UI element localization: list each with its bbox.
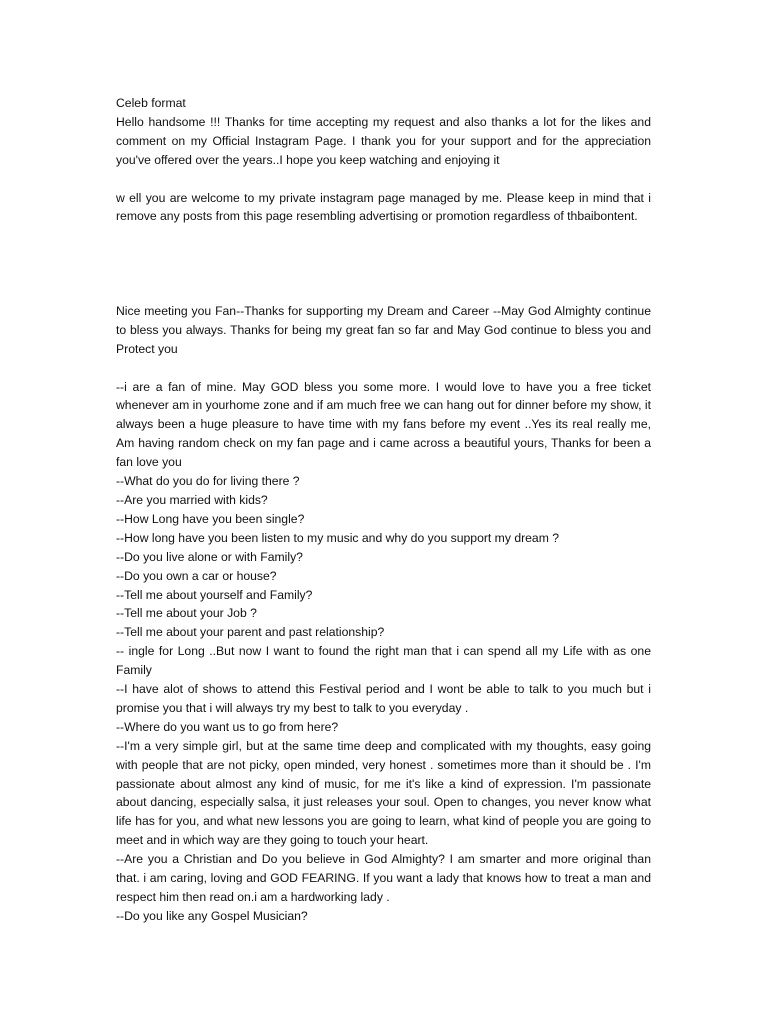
question-line: --How long have you been listen to my music and why do you support my dream ? <box>116 530 560 545</box>
document-heading: Celeb format <box>116 96 186 110</box>
question-line: --Are you married with kids? <box>116 492 268 507</box>
question-line: --How Long have you been single? <box>116 511 305 526</box>
document-page <box>116 94 651 926</box>
nice-meeting-paragraph: Nice meeting you Fan--Thanks for supporting my Dream and Career --May God Almighty continue to bless you always. Thanks for being my great fan so far and May God continue to bless you and Protect you <box>116 303 651 356</box>
private-page-paragraph: w ell you are welcome to my private instagram page managed by me. Please keep in mind that i remove any posts from this page resembling advertising or promotion regardless of thbaibontent. <box>116 190 651 224</box>
simple-girl-paragraph: --I'm a very simple girl, but at the same time deep and complicated with my thoughts, easy going with people that are not picky, open minded, very honest . sometimes more than it should be . I'm passionate about almost any kind of music, for me it's like a kind of expression. I'm passionate about dancing, especially salsa, it just releases your soul. Open to changes, you never know what life has for you, and what new lessons you are going to learn, what kind of people you are going to meet and in which way are they going to touch your heart. <box>116 738 651 848</box>
question-line: --Tell me about your parent and past relationship? <box>116 625 385 640</box>
fan-paragraph: --i are a fan of mine. May GOD bless you some more. I would love to have you a free ticket whenever am in yourhome zone and if am much free we can hang out for dinner before my show, it always been a huge pleasure to have time with my fans before my event ..Yes its real really me, Am having random check on my fan page and i came across a beautiful yours, Thanks for been a fan love you <box>116 379 651 470</box>
question-line: --Tell me about yourself and Family? <box>116 587 313 602</box>
shows-paragraph: --I have alot of shows to attend this Festival period and I wont be able to talk to you much but i promise you that i will always try my best to talk to you everyday . <box>116 682 651 715</box>
greeting-paragraph: Hello handsome !!! Thanks for time accepting my request and also thanks a lot for the likes and comment on my Official Instagram Page. I thank you for your support and for the appreciation you've offered over the years..I hope you keep watching and enjoying it <box>116 114 651 167</box>
question-line: --Tell me about your Job ? <box>116 606 257 621</box>
question-line: --Do you own a car or house? <box>116 568 277 583</box>
spacer <box>116 170 651 189</box>
spacer <box>116 226 651 302</box>
question-line: --Do you live alone or with Family? <box>116 549 303 564</box>
christian-paragraph: --Are you a Christian and Do you believe in God Almighty? I am smarter and more original than that. i am caring, loving and GOD FEARING. If you want a lady that knows how to treat a man and respect him then read on.i am a hardworking lady . <box>116 852 651 904</box>
where-question: --Where do you want us to go from here? <box>116 719 339 734</box>
spacer <box>116 359 651 378</box>
question-line: --What do you do for living there ? <box>116 474 300 489</box>
single-paragraph: -- ingle for Long ..But now I want to found the right man that i can spend all my Life with as one Family <box>116 644 651 678</box>
gospel-question: --Do you like any Gospel Musician? <box>116 908 308 923</box>
